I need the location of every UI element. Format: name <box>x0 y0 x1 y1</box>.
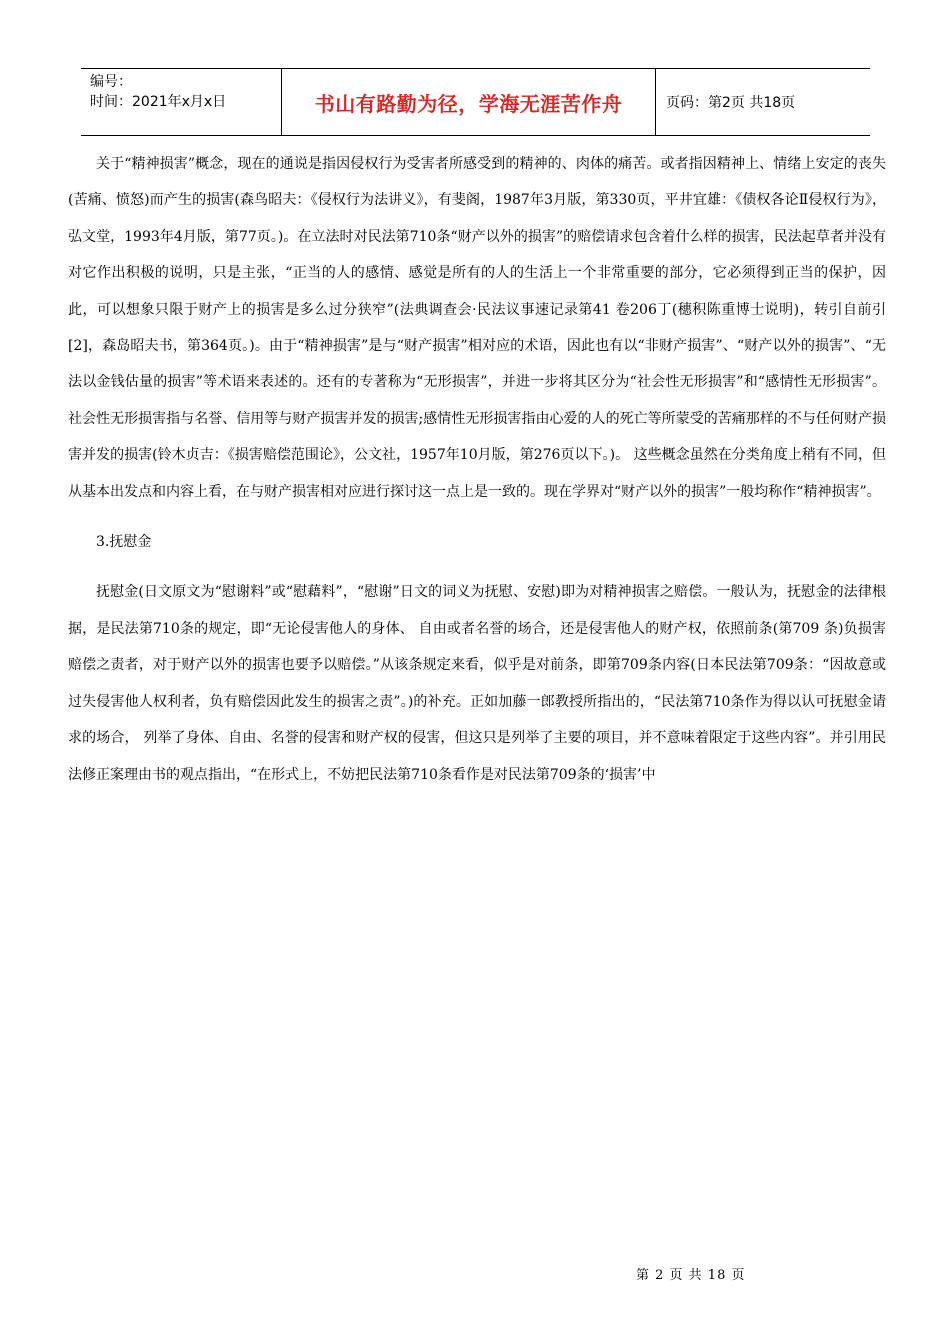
document-body <box>68 146 886 793</box>
document-header <box>81 68 870 136</box>
header-meta-cell <box>81 69 282 135</box>
section-heading: 3.抚慰金 <box>96 534 152 551</box>
header-number: 编号： <box>90 74 132 90</box>
header-motto: 书山有路勤为径，学海无涯苦作舟 <box>282 69 656 135</box>
header-page-number: 页码：第2页 共18页 <box>666 95 796 111</box>
page-footer: 第 2 页 共 18 页 <box>636 1268 746 1283</box>
body-paragraph-2: 抚慰金(日文原文为“慰谢料”或“慰藉料”，“慰谢”日文的词义为抚慰、安慰)即为对精神损害之赔偿。一般认为，抚慰金的法律根据，是民法第710条的规定，即“无论侵害他人的身体、 自由或者名誉的场合，还是侵害他人的财产权，依照前条(第709 条)负损害赔偿之责者，对于财产以外的损害也要予以赔偿。”从该条规定来看，似乎是对前条，即第709条内容(日本民法第709条：“因故意或过失侵害他人权利者，负有赔偿因此发生的损害之责”。)的补充。正如加藤一郎教授所指出的，“民法第710条作为得以认可抚慰金请求的场合， 列举了身体、自由、名誉的侵害和财产权的侵害，但这只是列举了主要的项目，并不意味着限定于这些内容”。并引用民法修正案理由书的观点指出，“在形式上，不妨把民法第710条看作是对民法第709条的‘损害’中 <box>68 584 886 783</box>
body-paragraph-1: 关于“精神损害”概念，现在的通说是指因侵权行为受害者所感受到的精神的、肉体的痛苦。或者指因精神上、情绪上安定的丧失(苦痛、愤怒)而产生的损害(森鸟昭夫：《侵权行为法讲义》，有斐阁，1987年3月版，第330页，平井宜雄：《债权各论Ⅱ侵权行为》，弘文堂，1993年4月版，第77页。)。在立法时对民法第710条“财产以外的损害”的赔偿请求包含着什么样的损害，民法起草者并没有对它作出积极的说明，只是主张，“正当的人的感情、感觉是所有的人的生活上一个非常重要的部分，它必须得到正当的保护，因此，可以想象只限于财产上的损害是多么过分狭窄”(法典调查会·民法议事速记录第41 卷206丁(穗积陈重博士说明)，转引自前引[2]，森岛昭夫书，第364页。)。由于“精神损害”是与“财产损害”相对应的术语，因此也有以“非财产损害”、“财产以外的损害”、“无法以金钱估量的损害”等术语来表述的。还有的专著称为“无形损害”，并进一步将其区分为“社会性无形损害”和“感情性无形损害”。社会性无形损害指与名誉、信用等与财产损害并发的损害;感情性无形损害指由心爱的人的死亡等所蒙受的苦痛那样的不与任何财产损害并发的损害(铃木贞吉：《损害赔偿范围论》，公文社，1957年10月版，第276页以下。)。 这些概念虽然在分类角度上稍有不同，但从基本出发点和内容上看，在与财产损害相对应进行探讨这一点上是一致的。现在学界对“财产以外的损害”一般均称作“精神损害”。 <box>68 156 886 500</box>
header-time: 时间：2021年x月x日 <box>90 94 227 110</box>
